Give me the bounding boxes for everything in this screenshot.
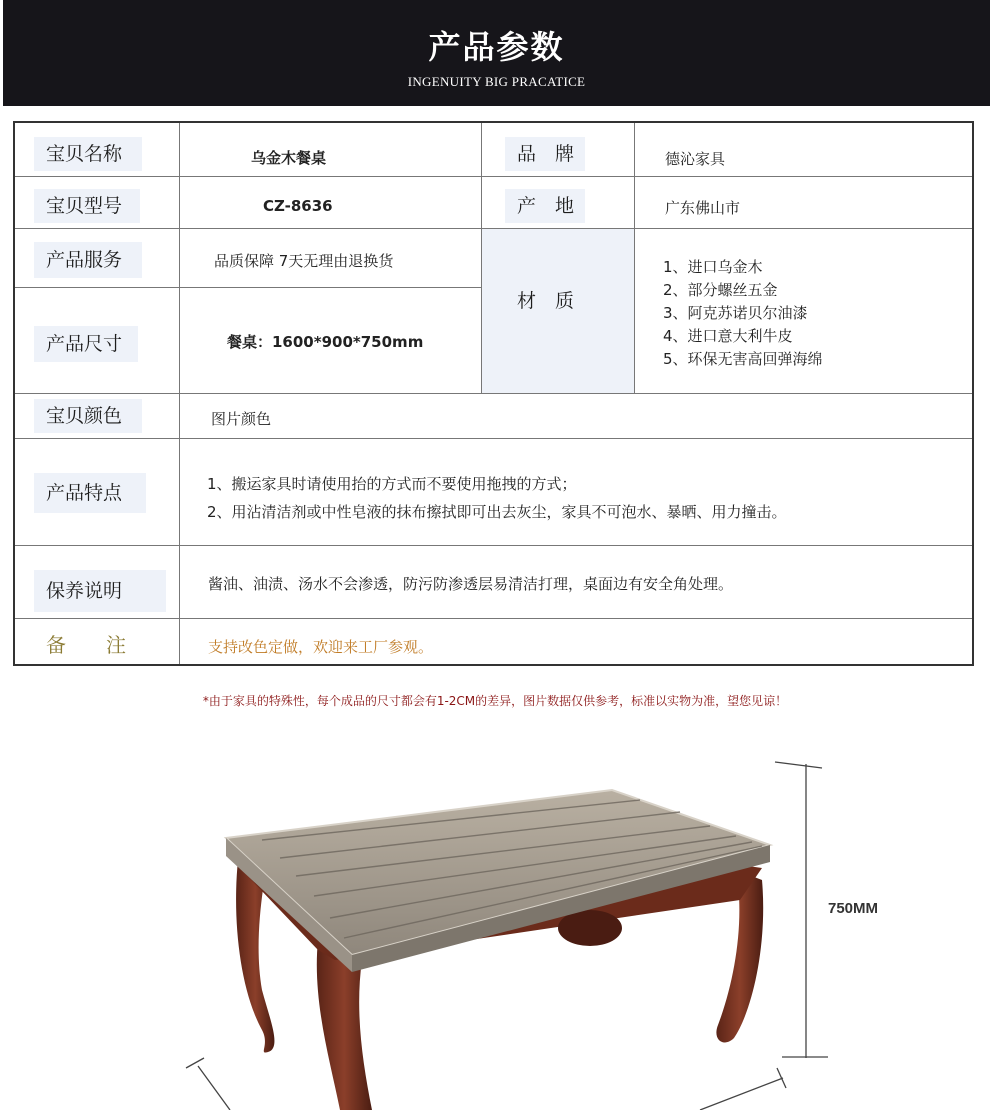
material-item: 5、环保无害高回弹海绵 bbox=[663, 350, 823, 368]
row-divider bbox=[15, 545, 972, 546]
row-divider bbox=[15, 438, 972, 439]
service-label: 产品服务 bbox=[34, 242, 142, 278]
material-item: 3、阿克苏诺贝尔油漆 bbox=[663, 304, 808, 322]
product-image bbox=[0, 740, 990, 1110]
brand-value: 德沁家具 bbox=[665, 150, 726, 168]
name-label: 宝贝名称 bbox=[34, 137, 142, 171]
height-dimension-label: 750MM bbox=[828, 900, 879, 917]
col-divider bbox=[179, 123, 180, 664]
material-item: 2、部分螺丝五金 bbox=[663, 281, 778, 299]
service-value: 品质保障 7天无理由退换货 bbox=[214, 252, 394, 270]
brand-label: 品 牌 bbox=[505, 137, 585, 171]
feature-item: 2、用沾清洁剂或中性皂液的抹布擦拭即可出去灰尘，家具不可泡水、暴晒、用力撞击。 bbox=[207, 503, 787, 521]
material-item: 4、进口意大利牛皮 bbox=[663, 327, 793, 345]
feature-item: 1、搬运家具时请使用抬的方式而不要使用拖拽的方式； bbox=[207, 475, 577, 493]
height-dimension-line bbox=[775, 762, 828, 1058]
row-divider bbox=[15, 393, 972, 394]
col-divider bbox=[634, 123, 635, 393]
row-divider bbox=[15, 176, 972, 177]
origin-value: 广东佛山市 bbox=[665, 199, 741, 217]
row-divider bbox=[15, 287, 481, 288]
care-value: 酱油、油渍、汤水不会渗透，防污防渗透层易清洁打理，桌面边有安全角处理。 bbox=[208, 575, 734, 593]
page-subtitle: INGENUITY BIG PRACATICE bbox=[407, 74, 586, 89]
feature-list bbox=[207, 470, 787, 526]
row-divider bbox=[15, 618, 972, 619]
page-title: 产品参数 bbox=[428, 28, 565, 66]
depth-dimension-line bbox=[186, 1058, 230, 1110]
model-value: CZ-8636 bbox=[263, 197, 333, 215]
name-value: 乌金木餐桌 bbox=[251, 149, 327, 167]
size-label: 产品尺寸 bbox=[34, 326, 138, 362]
color-value: 图片颜色 bbox=[211, 410, 272, 428]
remark-value: 支持改色定做，欢迎来工厂参观。 bbox=[208, 638, 434, 656]
feature-label: 产品特点 bbox=[34, 473, 146, 513]
material-label: 材 质 bbox=[505, 283, 583, 319]
remark-label: 备 注 bbox=[46, 633, 126, 657]
size-disclaimer: *由于家具的特殊性，每个成品的尺寸都会有1-2CM的差异，图片数据仅供参考，标准以实物为准，望您见谅！ bbox=[202, 694, 788, 708]
care-label: 保养说明 bbox=[34, 570, 166, 612]
width-dimension-line bbox=[700, 1068, 786, 1110]
spec-table bbox=[13, 121, 974, 666]
page-header bbox=[3, 0, 990, 106]
size-value: 餐桌：1600*900*750mm bbox=[227, 333, 424, 351]
origin-label: 产 地 bbox=[505, 189, 585, 223]
color-label: 宝贝颜色 bbox=[34, 399, 142, 433]
material-item: 1、进口乌金木 bbox=[663, 258, 763, 276]
model-label: 宝贝型号 bbox=[34, 189, 140, 223]
material-list bbox=[663, 256, 823, 371]
